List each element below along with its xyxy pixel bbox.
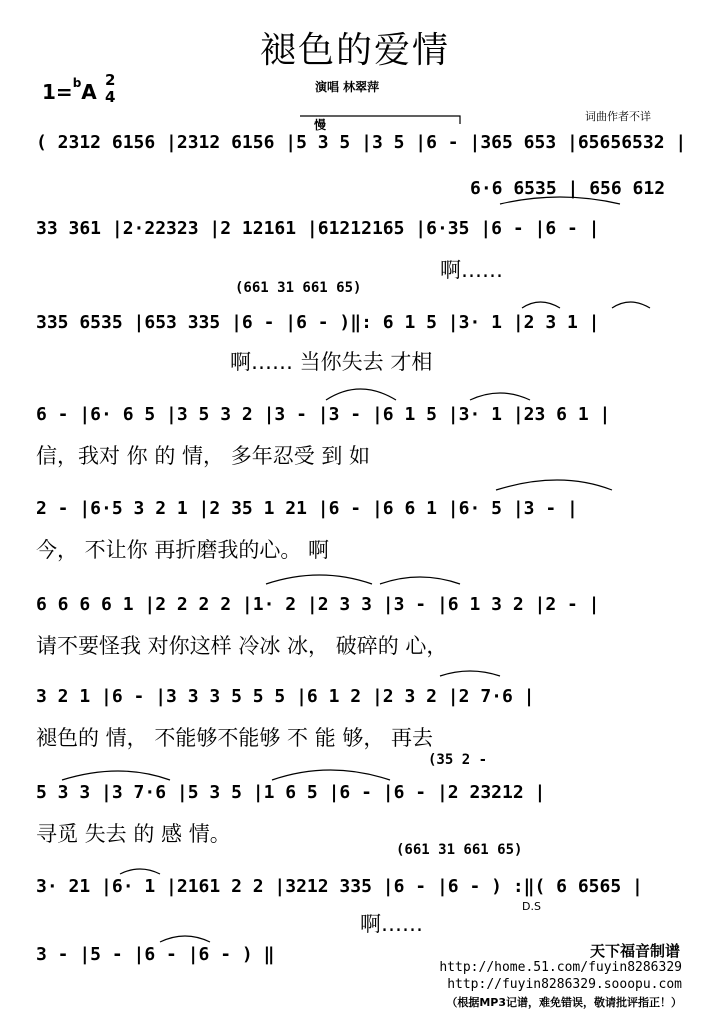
key-prefix: 1= xyxy=(42,80,73,104)
score-row-2: 33 361 |2·22323 |2 12161 |61212165 |6·35 |6 - |6 - | xyxy=(36,218,600,239)
footer-url-2[interactable]: http://fuyin8286329.sooopu.com xyxy=(447,977,682,992)
score-row-5: 2 - |6·5 3 2 1 |2 35 1 21 |6 - |6 6 1 |6· 5 |3 - | xyxy=(36,498,578,519)
lyric-row-3: 啊…… 当你失去 才相 xyxy=(230,350,433,374)
lyric-row-9: 啊…… xyxy=(360,912,423,936)
ds-marking: D.S xyxy=(522,900,541,913)
score-row-3-intro: (661 31 661 65) xyxy=(235,280,362,296)
page-title: 褪色的爱情 xyxy=(259,30,450,71)
score-row-9: 3· 21 |6· 1 |2161 2 2 |3212 335 |6 - |6 - ) :‖( 6 6565 | xyxy=(36,876,643,897)
score-row-8-intro: (35 2 - xyxy=(428,752,488,768)
score-row-10: 3 - |5 - |6 - |6 - ) ‖ xyxy=(36,944,275,965)
score-row-3: 335 6535 |653 335 |6 - |6 - )‖: 6 1 5 |3· 1 |2 3 1 | xyxy=(36,312,600,333)
footer-url-1[interactable]: http://home.51.com/fuyin8286329 xyxy=(439,960,682,975)
score-row-8: 5 3 3 |3 7·6 |5 3 5 |1 6 5 |6 - |6 - |2 23212 | xyxy=(36,782,546,803)
meter-top: 2 xyxy=(105,71,116,89)
lyric-row-5: 今， 不让你 再折磨我的心。 啊 xyxy=(36,538,330,562)
singer-credit: 演唱 林翠萍 xyxy=(315,80,380,94)
tempo-bracket xyxy=(300,116,460,124)
lyric-row-6: 请不要怪我 对你这样 冷冰 冰， 破碎的 心， xyxy=(36,634,448,658)
score-row-6: 6 6 6 6 1 |2 2 2 2 |1· 2 |2 3 3 |3 - |6 1 3 2 |2 - | xyxy=(36,594,600,615)
score-row-9-intro: (661 31 661 65) xyxy=(396,842,523,858)
key-tonic: A xyxy=(81,80,97,104)
score-row-7: 3 2 1 |6 - |3 3 3 5 5 5 |6 1 2 |2 3 2 |2 7·6 | xyxy=(36,686,535,707)
meter-bottom: 4 xyxy=(105,88,116,106)
score-row-1: ( 2312 6156 |2312 6156 |5 3 5 |3 5 |6 - |365 653 |65656532 | xyxy=(36,132,687,153)
score-row-2-pickup: 6·6 6535 | 656 612 xyxy=(470,178,666,199)
lyric-row-4: 信，我对 你 的 情， 多年忍受 到 如 xyxy=(36,444,371,468)
lyric-row-8: 寻觅 失去 的 感 情。 xyxy=(36,822,231,846)
score-row-4: 6 - |6· 6 5 |3 5 3 2 |3 - |3 - |6 1 5 |3· 1 |23 6 1 | xyxy=(36,404,611,425)
footer-note: （根据MP3记谱，难免错误，敬请批评指正！） xyxy=(446,996,682,1009)
lyric-row-7: 褪色的 情， 不能够不能够 不 能 够， 再去 xyxy=(36,726,434,750)
key-flat: b xyxy=(72,76,82,90)
tempo-marking: 慢 xyxy=(314,118,327,132)
footer-brand: 天下福音制谱 xyxy=(589,942,680,960)
lyric-row-2: 啊…… xyxy=(440,258,503,282)
composer-credit: 词曲作者不详 xyxy=(585,110,651,123)
